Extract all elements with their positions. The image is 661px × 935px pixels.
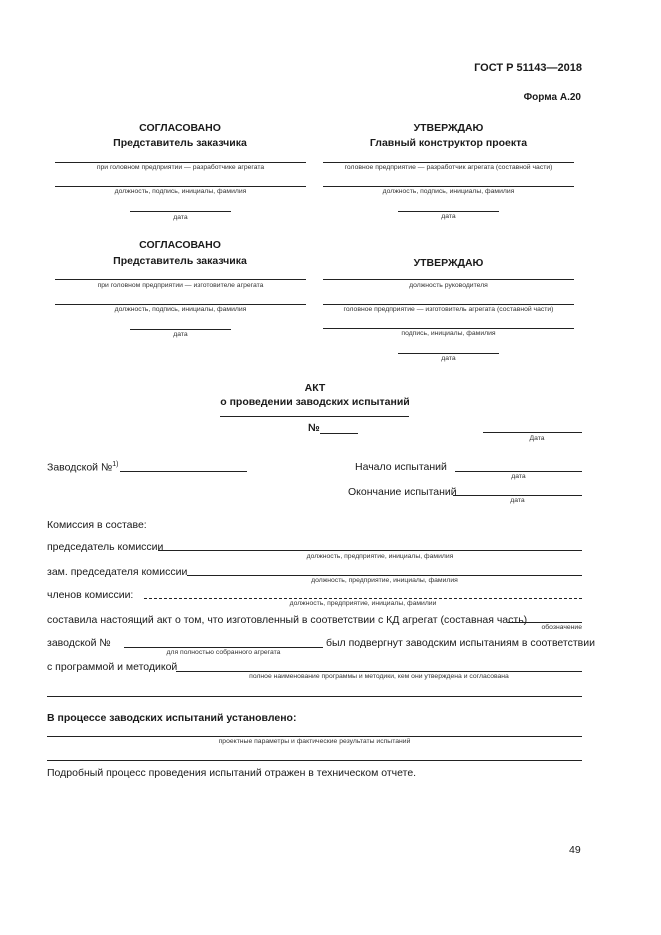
end-date-line[interactable] [453, 495, 582, 496]
program-line[interactable] [176, 671, 582, 672]
approve-line-2a[interactable] [323, 279, 574, 280]
approve-line-2b[interactable] [323, 304, 574, 305]
act-date-line[interactable] [483, 432, 582, 433]
approve-caption-2d: дата [441, 355, 456, 362]
agreed-caption-2c: дата [173, 331, 188, 338]
approve-line-1a[interactable] [323, 162, 574, 163]
agreed-line-1b[interactable] [55, 186, 306, 187]
agreed-subtitle-1: Представитель заказчика [113, 137, 247, 149]
agreed-caption-2a: при головном предприятии — изготовителе агрегата [97, 282, 264, 289]
serial-number-label: Заводской №$^{1)}$ [47, 461, 119, 474]
agreed-line-1a[interactable] [55, 162, 306, 163]
start-date-label: Начало испытаний [355, 461, 447, 473]
tested-text: был подвергнут заводским испытаниям в соответствии [326, 637, 595, 649]
approve-title-1: УТВЕРЖДАЮ [413, 122, 484, 134]
agreed-subtitle-2: Представитель заказчика [113, 255, 247, 267]
act-underline [220, 416, 409, 417]
program-caption: полное наименование программы и методики, кем они утверждена и согласована [249, 673, 509, 680]
agreed-line-1c[interactable] [130, 211, 231, 212]
full-assembly-caption: для полностью собранного агрегата [166, 649, 281, 656]
approve-line-1b[interactable] [323, 186, 574, 187]
act-date-caption: Дата [529, 435, 545, 442]
serial2-label: заводской № [47, 637, 111, 649]
deputy-label: зам. председателя комиссии [47, 566, 188, 578]
composed-text: составила настоящий акт о том, что изготовленный в соответствии с КД агрегат (составная часть) [47, 614, 528, 626]
agreed-caption-2b: должность, подпись, инициалы, фамилия [114, 306, 247, 313]
approve-line-2d[interactable] [398, 353, 499, 354]
results-line-2[interactable] [47, 760, 582, 761]
report-text: Подробный процесс проведения испытаний отражен в техническом отчете. [47, 767, 417, 779]
designation-line[interactable] [508, 622, 582, 623]
end-date-caption: дата [510, 497, 525, 504]
agreed-line-2b[interactable] [55, 304, 306, 305]
act-title: АКТ [304, 382, 326, 394]
members-label: членов комиссии: [47, 589, 134, 601]
program-line-2[interactable] [47, 696, 582, 697]
deputy-caption: должность, предприятие, инициалы, фамилия [311, 577, 458, 584]
agreed-caption-1a: при головном предприятии — разработчике агрегата [96, 164, 265, 171]
standard-number: ГОСТ Р 51143—2018 [474, 62, 582, 74]
designation-caption: обозначение [541, 624, 582, 631]
page-number: 49 [569, 844, 581, 856]
agreed-line-2a[interactable] [55, 279, 306, 280]
chairman-caption: должность, предприятие, инициалы, фамилия [306, 553, 454, 560]
form-number: Форма А.20 [523, 92, 581, 103]
end-date-label: Окончание испытаний [348, 486, 457, 498]
approve-line-1c[interactable] [398, 211, 499, 212]
approve-caption-1a: головное предприятие — разработчик агрегата (составной части) [344, 164, 553, 171]
approve-caption-1c: дата [441, 213, 456, 220]
program-label: с программой и методикой [47, 661, 178, 673]
act-number-label: № [308, 422, 320, 434]
members-caption: должность, предприятие, инициалы, фамилии [289, 600, 437, 607]
results-line-1[interactable] [47, 736, 582, 737]
serial-number-line[interactable] [120, 471, 247, 472]
start-date-caption: дата [511, 473, 526, 480]
agreed-line-2c[interactable] [130, 329, 231, 330]
act-number-line[interactable] [320, 433, 358, 434]
approve-caption-1b: должность, подпись, инициалы, фамилия [382, 188, 515, 195]
serial2-line[interactable] [124, 647, 323, 648]
agreed-title-2: СОГЛАСОВАНО [139, 239, 221, 251]
approve-line-2c[interactable] [323, 328, 574, 329]
start-date-line[interactable] [455, 471, 582, 472]
approve-subtitle-1: Главный конструктор проекта [369, 137, 528, 149]
agreed-caption-1c: дата [173, 214, 188, 221]
members-line[interactable] [144, 598, 582, 599]
results-title: В процессе заводских испытаний установлено: [47, 712, 297, 724]
approve-caption-2c: подпись, инициалы, фамилия [401, 330, 496, 337]
chairman-line[interactable] [158, 550, 582, 551]
chairman-label: председатель комиссии [47, 541, 164, 553]
agreed-caption-1b: должность, подпись, инициалы, фамилия [114, 188, 247, 195]
approve-caption-2a: должность руководителя [409, 282, 488, 289]
act-subtitle: о проведении заводских испытаний [220, 396, 410, 408]
results-caption: проектные параметры и фактические результаты испытаний [218, 738, 411, 745]
deputy-line[interactable] [187, 575, 582, 576]
commission-label: Комиссия в составе: [47, 519, 147, 531]
approve-caption-2b: головное предприятие — изготовитель агрегата (составной части) [343, 306, 554, 313]
approve-title-2: УТВЕРЖДАЮ [413, 257, 484, 269]
agreed-title-1: СОГЛАСОВАНО [139, 122, 221, 134]
